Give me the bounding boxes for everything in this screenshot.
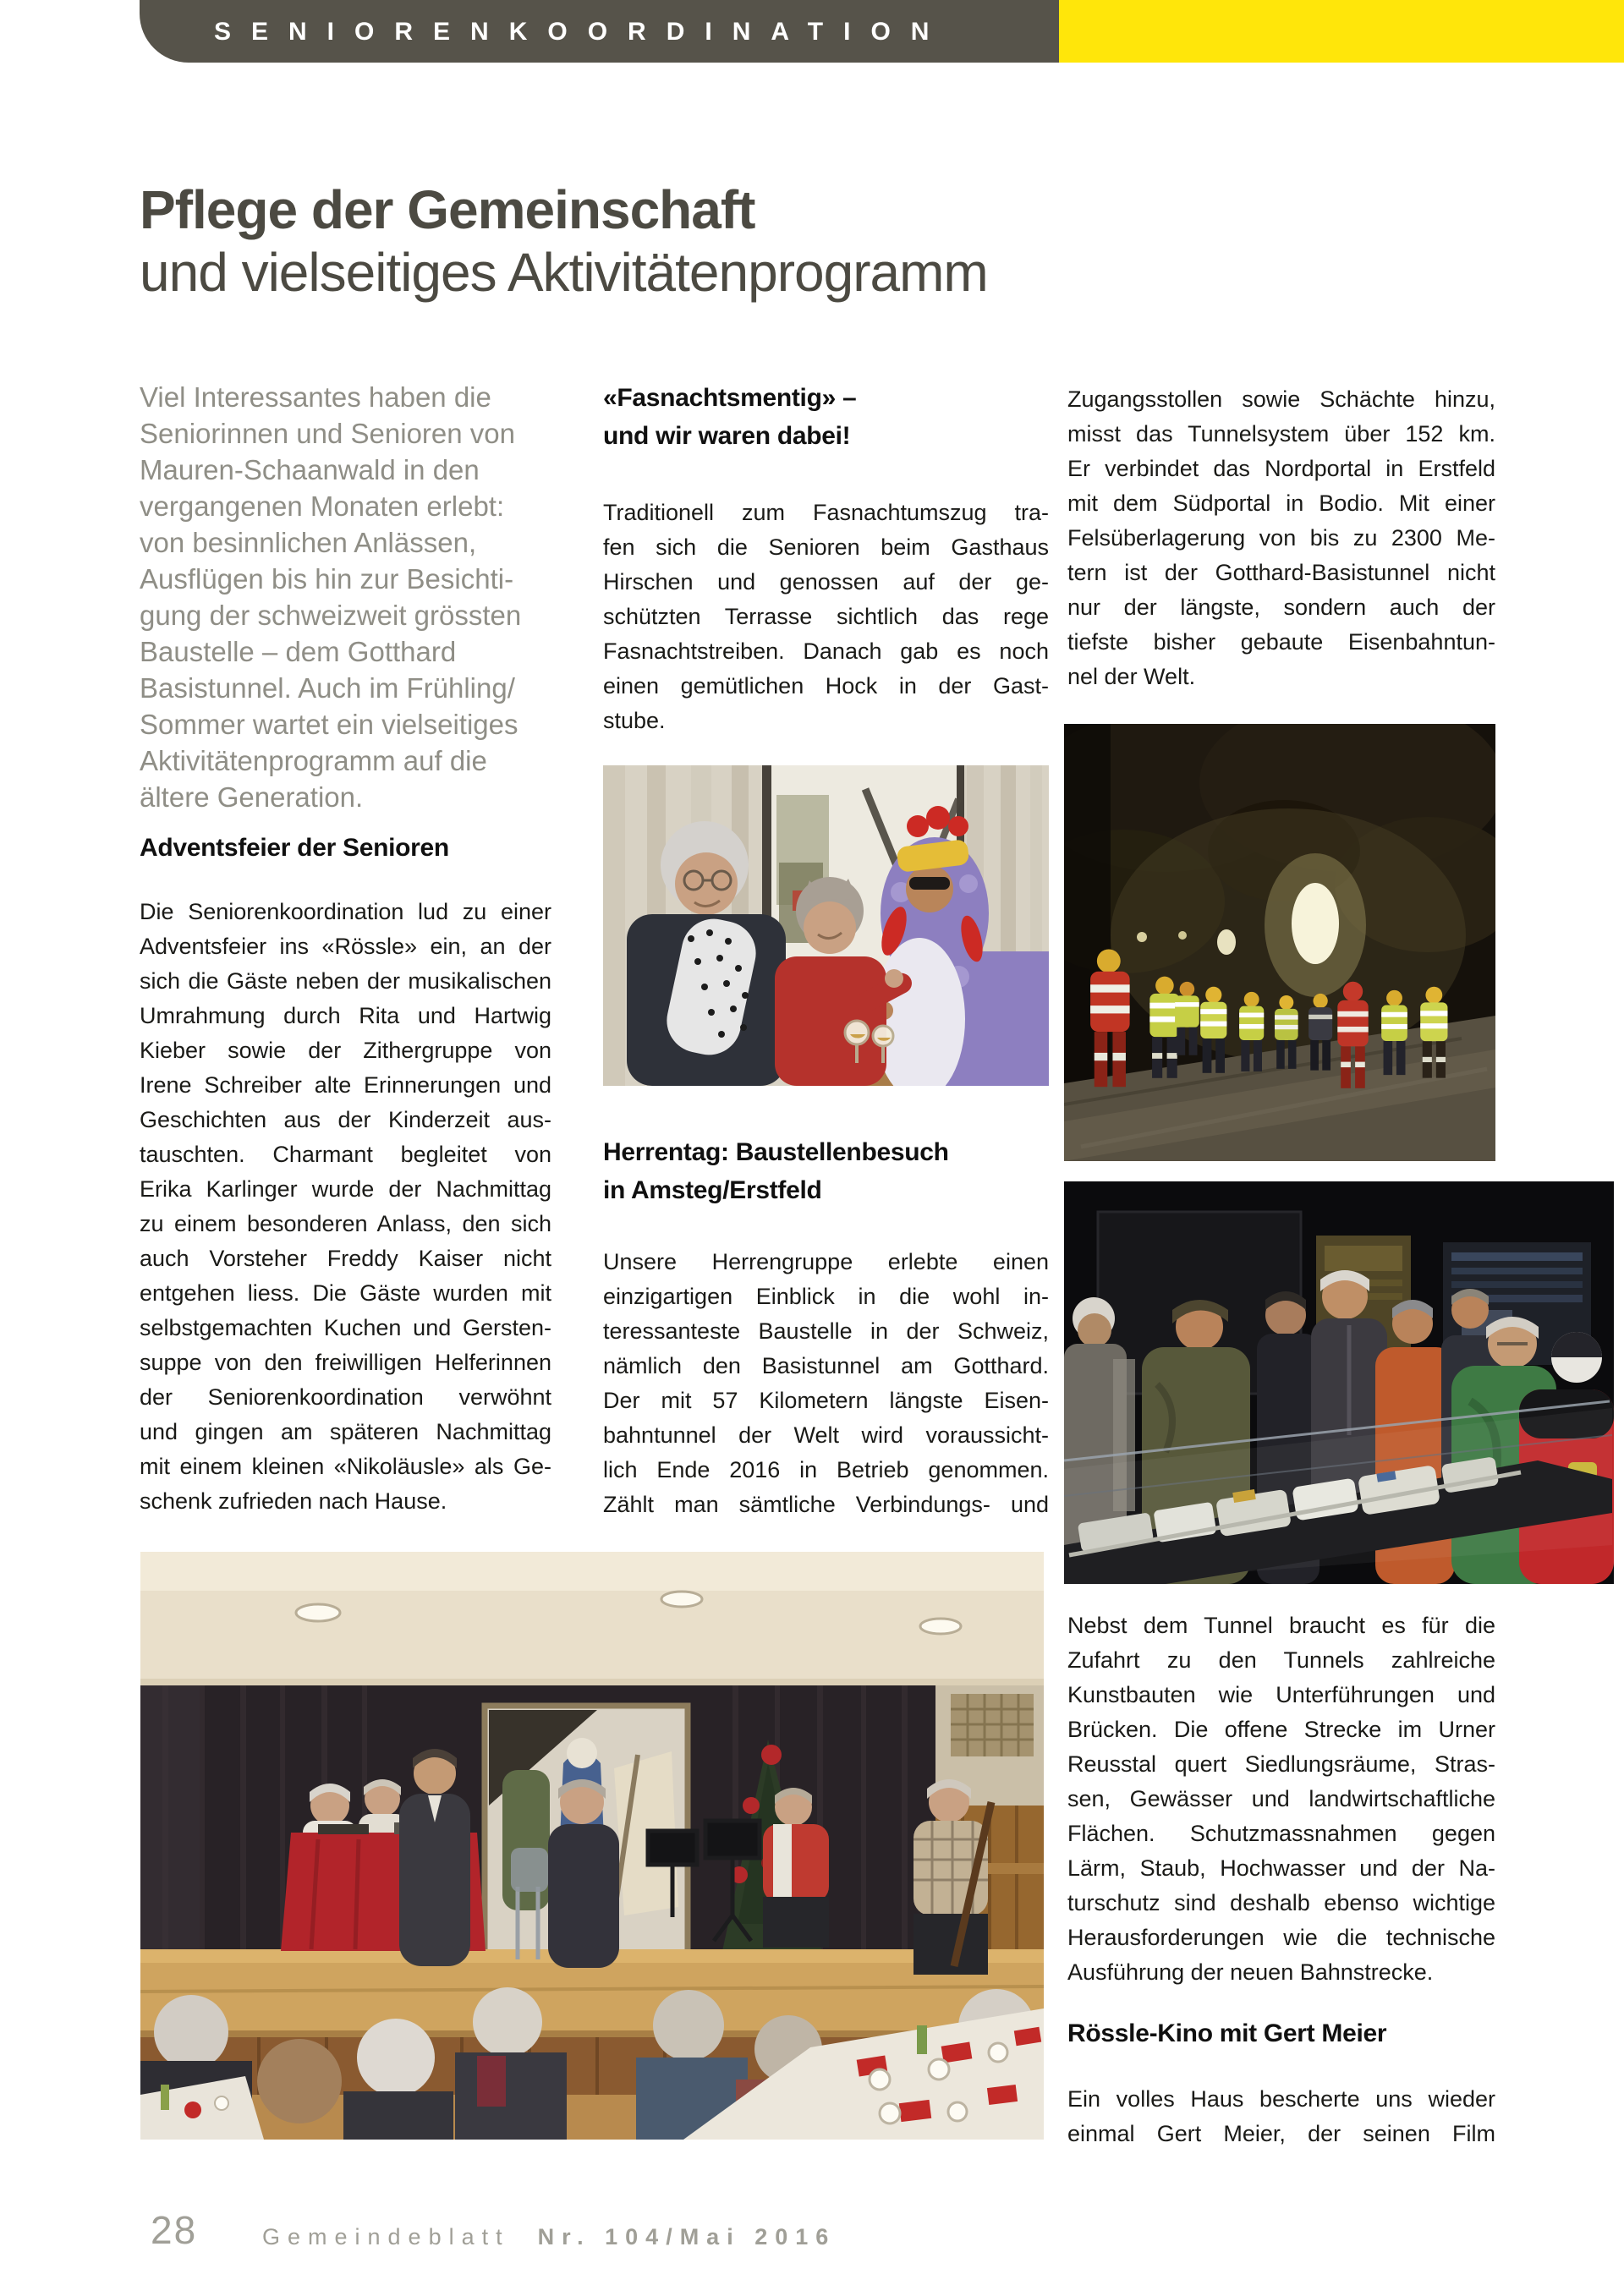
paragraph-roessle-kino: Ein volles Haus bescherte uns wieder einmal Gert Meier, der seinen Film [1067,2086,1495,2146]
paragraph-adventsfeier: Die Seniorenkoordination lud zu einer Adventsfeier ins «Rössle» ein, an der sich die Gäste neben der musikalischen Umrahmung durch Rita und Hartwig Kieber sowie der Zithergruppe von Irene Schreiber alte Erinnerungen und Geschichten aus der Kinderzeit aus- tauschten. Charmant begleitet von Erika Karlinger wurde der Nachmittag zu einem besonderen Anlass, den sich auch Vorsteher Freddy Kaiser nicht entgehen liess. Die Gäste wurden mit selbstgemachten Kuchen und Gersten- suppe von den freiwilligen Helferinnen der Seniorenkoordination verwöhnt und gingen am späteren Nachmittag mit einem kleinen «Nikoläusle» als Ge- schenk zufrieden nach Hause. [140,899,551,1514]
heading-herrentag-line1: Herrentag: Baustellenbesuch [603,1138,949,1166]
page-number: 28 [151,2208,198,2252]
page-title-line2: und vielseitiges Aktivitätenprogramm [140,242,988,303]
exhibit-model-photo [1064,1181,1614,1584]
issue-label: Gemeindeblatt [262,2224,510,2249]
heading-fasnachtsmentig-line1: «Fasnachtsmentig» – [603,384,857,412]
heading-herrentag-line2: in Amsteg/Erstfeld [603,1176,822,1204]
section-title: SENIORENKOORDINATION [214,18,950,46]
heading-roessle-kino: Rössle-Kino mit Gert Meier [1067,2019,1387,2047]
tunnel-workers-illustration [1064,724,1495,1161]
issue-line [262,2224,836,2250]
accent-yellow-block [1059,0,1624,63]
paragraph-herrentag: Unsere Herrengruppe erlebte einen einzigartigen Einblick in die wohl in- teressanteste Baustelle in der Schweiz, nämlich den Basistunnel am Gotthard. Der mit 57 Kilometern längste Eisen- bahntunnel der Welt wird voraussicht- lich Ende 2016 in Betrieb genommen. Zählt man sämtliche Verbindungs- und [603,1249,1049,1517]
heading-fasnachtsmentig [603,379,856,455]
fasnacht-group-illustration [603,765,1049,1086]
paragraph-tunnel-facts: Zugangsstollen sowie Schächte hinzu, misst das Tunnelsystem über 152 km. Er verbindet das Nordportal in Erstfeld mit dem Südportal in Bodio. Mit einer Felsüberlagerung von bis zu 2300 Me- tern ist der Gotthard-Basistunnel nicht nur der längste, sondern auch der tiefste bisher gebaute Eisenbahntun- nel der Welt. [1067,386,1495,689]
section-header-bar [140,0,1059,63]
heading-fasnachtsmentig-line2: und wir waren dabei! [603,422,851,450]
issue-number: Nr. 104/Mai 2016 [537,2224,837,2249]
page-title-line1: Pflege der Gemeinschaft [140,179,755,240]
exhibit-model-illustration [1064,1181,1614,1584]
tunnel-workers-photo [1064,724,1495,1161]
lead-paragraph: Viel Interessantes haben die Seniorinnen und Senioren von Mauren-Schaanwald in den vergangenen Monaten erlebt: von besinnlichen Anlässen, Ausflügen bis hin zur Besichti- gung der schweizweit grössten Baustelle – dem Gotthard Basistunnel. Auch im Frühling/ Sommer wartet ein vielseitiges Aktivitätenprogramm auf die ältere Generation. [140,381,522,813]
paragraph-fasnacht: Traditionell zum Fasnachtumszug tra- fen sich die Senioren beim Gasthaus Hirschen und genossen auf der ge- schützten Terrasse sichtlich das rege Fasnachtstreiben. Danach gab es noch einen gemütlichen Hock in der Gast- stube. [603,500,1049,733]
issue-spacer [510,2224,538,2249]
advent-hall-illustration [140,1552,1044,2140]
advent-hall-photo [140,1552,1044,2140]
page-title [140,178,988,303]
fasnacht-group-photo [603,765,1049,1086]
heading-adventsfeier: Adventsfeier der Senioren [140,834,449,862]
page-footer [0,2199,1624,2266]
heading-herrentag [603,1133,949,1209]
paragraph-kunstbauten: Nebst dem Tunnel braucht es für die Zufahrt zu den Tunnels zahlreiche Kunstbauten wie Unterführungen und Brücken. Die offene Strecke im Urner Reusstal quert Siedlungsräume, Stras- sen, Gewässer und landwirtschaftliche Flächen. Schutzmassnahmen gegen Lärm, Staub, Hochwasser und der Na- turschutz sind deshalb ebenso wichtige Herausforderungen wie die technische Ausführung der neuen Bahnstrecke. [1067,1613,1495,1985]
